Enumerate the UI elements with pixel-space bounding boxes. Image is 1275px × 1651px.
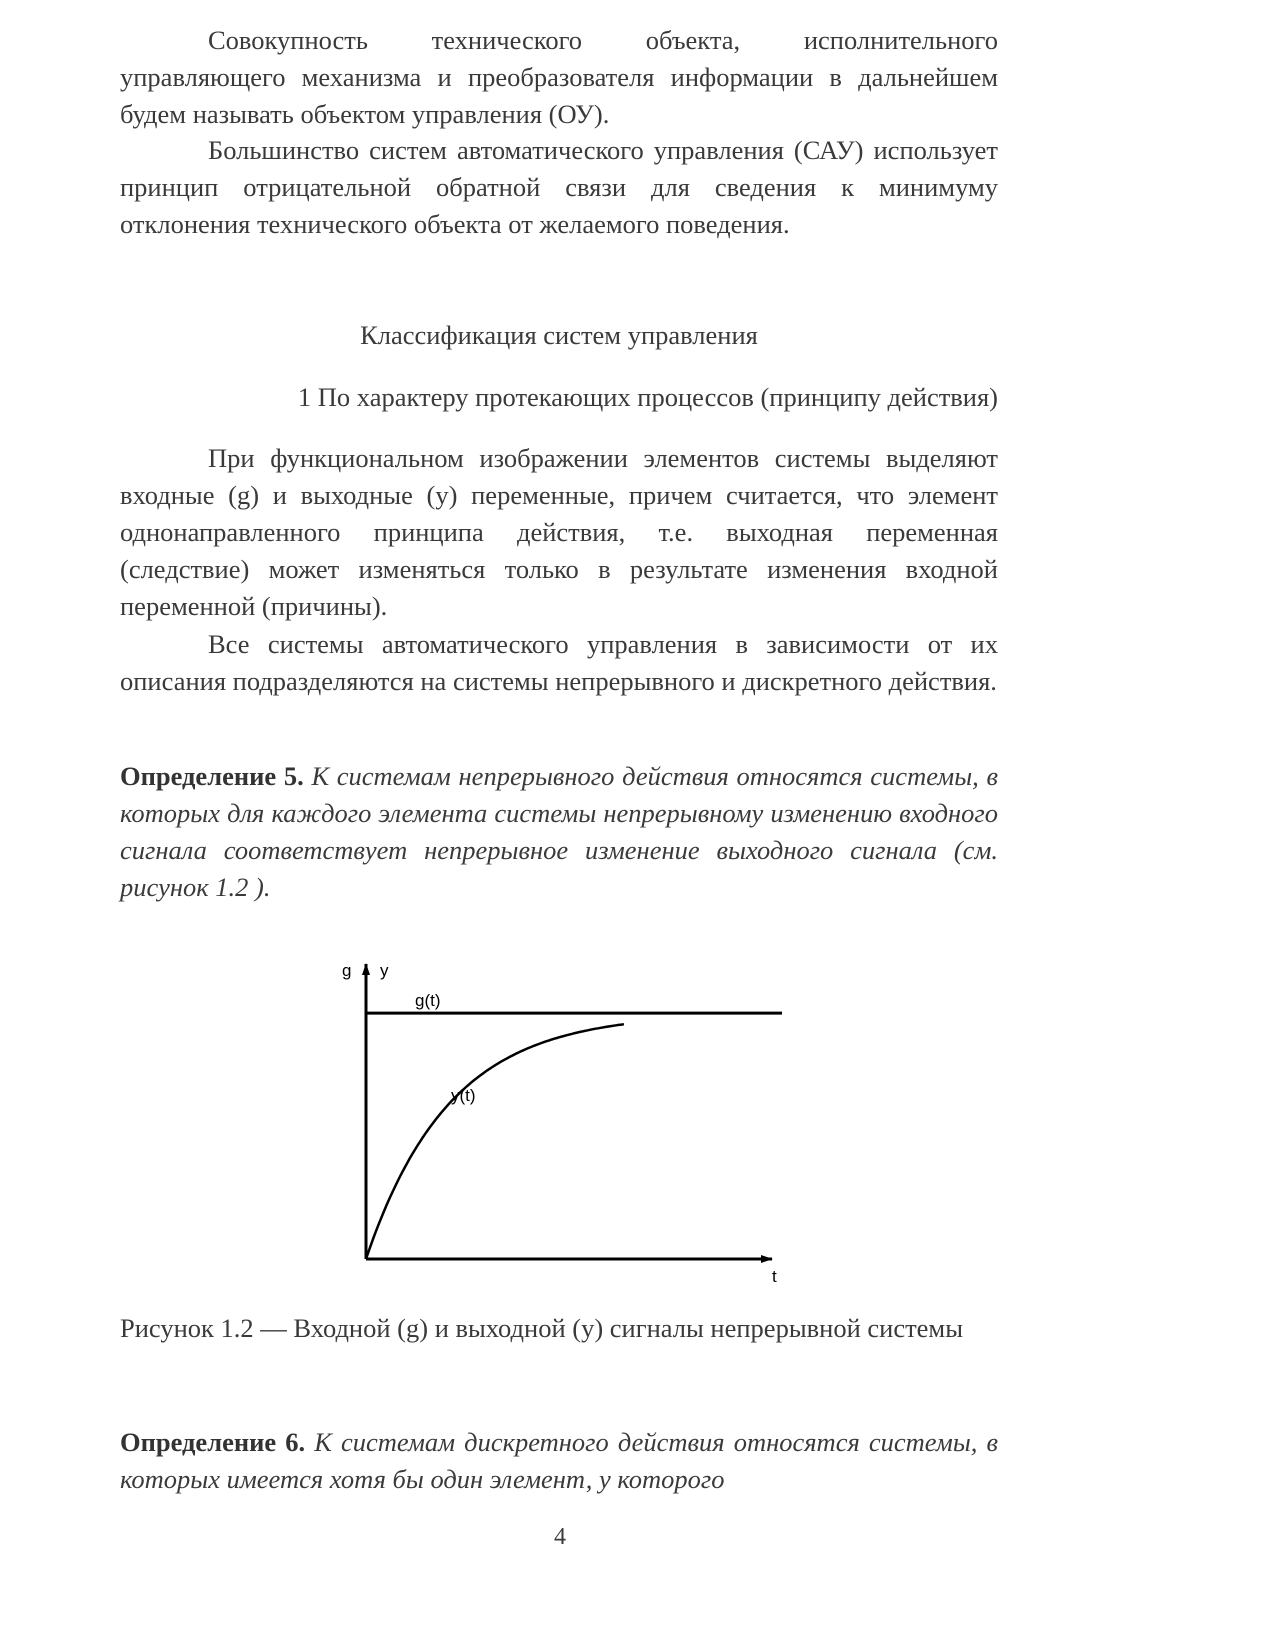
axis-label-t: t (772, 1267, 777, 1286)
series-label-g: g(t) (415, 991, 441, 1010)
figure-signals-chart (320, 940, 800, 1290)
definition-5-label: Определение 5. (120, 761, 304, 791)
page-number: 4 (554, 1524, 566, 1550)
definition-5 (120, 758, 998, 906)
paragraph-feedback: Большинство систем автоматического управления (САУ) использует принцип отрицательной обратной связи для сведения к минимуму отклонения технического объекта от желаемого поведения. (120, 135, 998, 239)
axis-label-g: g (342, 961, 352, 980)
paragraph-variables: При функциональном изображении элементов системы выделяют входные (g) и выходные (y) переменные, причем считается, что элемент однонаправленного принципа действия, т.е. выходная переменная (следствие) может изменяться только в результате изменения входной переменной (причины). (120, 443, 998, 621)
subsection-heading: 1 По характеру протекающих процессов (принципу действия) (297, 382, 998, 412)
paragraph-control-object: Совокупность технического объекта, исполнительного управляющего механизма и преобразователя информации в дальнейшем будем называть объектом управления (ОУ). (120, 25, 998, 129)
axis-label-y: y (380, 961, 389, 980)
definition-6-text: К системам дискретного действия относятся системы, в которых имеется хотя бы один элемент, у которого (120, 1427, 999, 1494)
definition-6-label: Определение 6. (120, 1427, 306, 1457)
series-label-y: y(t) (451, 1086, 476, 1105)
definition-5-text: К системам непрерывного действия относятся системы, в которых для каждого элемента системы непрерывному изменению входного сигнала соответствует непрерывное изменение выходного сигнала (см. рисунок 1.2 ). (120, 761, 999, 902)
paragraph-classification: Все системы автоматического управления в зависимости от их описания подразделяются на системы непрерывного и дискретного действия. (120, 629, 998, 696)
section-heading: Классификация систем управления (360, 320, 758, 350)
series-y-curve (366, 1024, 624, 1259)
figure-caption: Рисунок 1.2 — Входной (g) и выходной (y) сигналы непрерывной системы (120, 1313, 963, 1343)
definition-6 (120, 1424, 998, 1498)
